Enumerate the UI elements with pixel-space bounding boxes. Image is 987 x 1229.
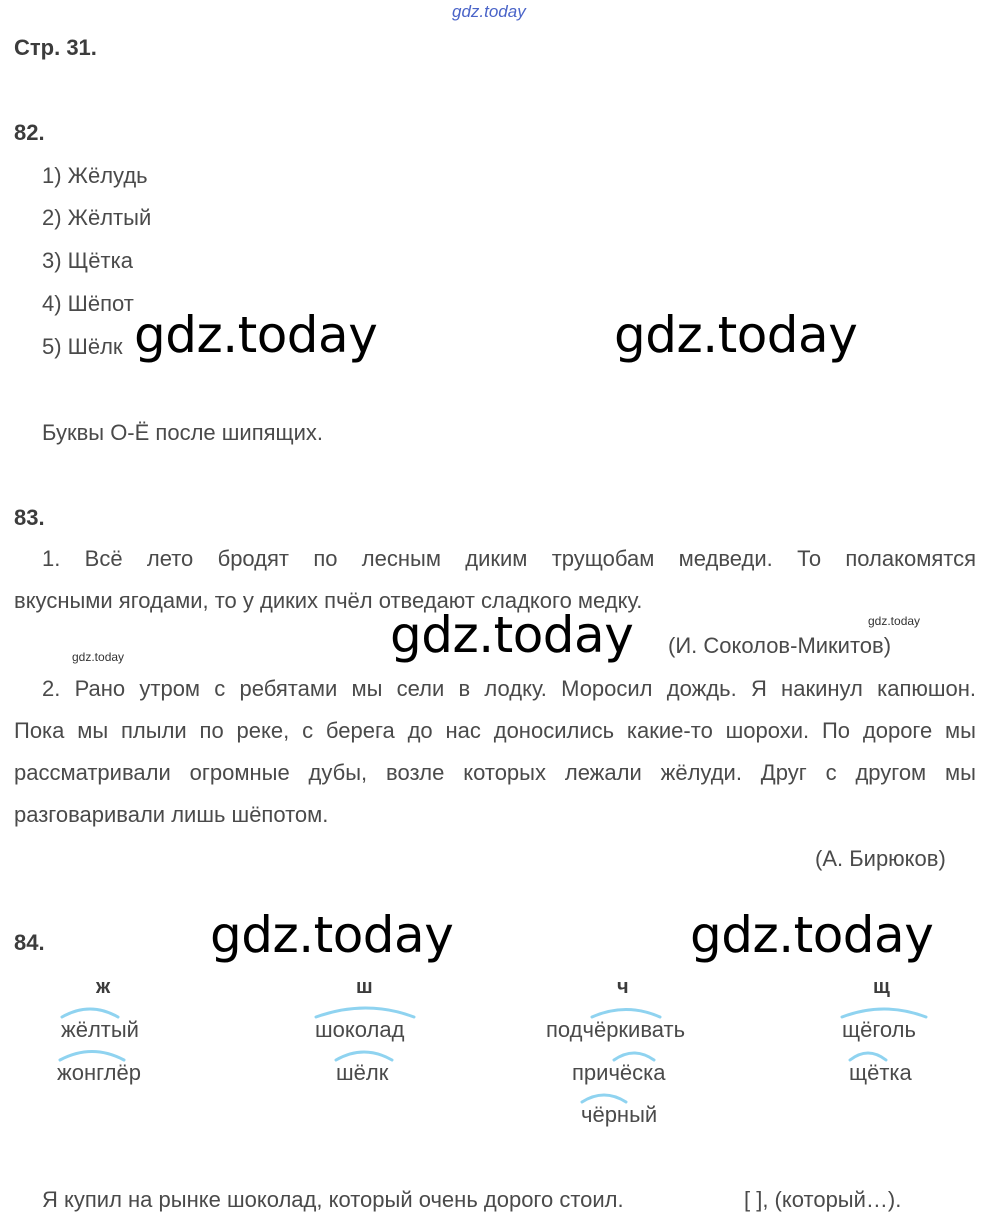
arc-zhongler — [60, 1052, 124, 1061]
watermark-top: gdz.today — [452, 2, 526, 21]
exercise-84-number: 84. — [14, 930, 45, 955]
column-letter-shch: щ — [873, 976, 890, 998]
column-letter-zh: ж — [96, 976, 111, 998]
watermark-large: gdz.today — [210, 906, 454, 964]
arc-pricheska — [614, 1053, 654, 1060]
watermark-small: gdz.today — [72, 650, 125, 664]
ex82-item-5: 5) Шёлк — [42, 334, 123, 359]
word-chernyy: чёрный — [581, 1102, 658, 1127]
page-label: Стр. 31. — [14, 35, 97, 60]
ex83-p2-line1: 2. Рано утром с ребятами мы сели в лодку. Моросил дождь. Я накинул капюшон. — [42, 676, 976, 701]
ex82-item-1: 1) Жёлудь — [42, 163, 148, 188]
exercise-82-number: 82. — [14, 120, 45, 145]
ex82-item-3: 3) Щётка — [42, 248, 133, 273]
arc-shelk — [336, 1052, 392, 1060]
watermark-large: gdz.today — [690, 906, 934, 964]
watermark-large: gdz.today — [614, 306, 858, 364]
column-letter-ch: ч — [617, 976, 629, 998]
word-zhongler: жонглёр — [57, 1060, 141, 1085]
watermark-large: gdz.today — [134, 306, 378, 364]
ex83-p2-line4: разговаривали лишь шёпотом. — [14, 802, 329, 827]
arc-podcherkivat — [592, 1010, 660, 1018]
ex84-scheme: [ ], (который…). — [744, 1187, 902, 1212]
word-shelk: шёлк — [336, 1060, 389, 1085]
word-pricheska: причёска — [572, 1060, 666, 1085]
word-shchegol: щёголь — [842, 1017, 916, 1042]
ex84-sentence: Я купил на рынке шоколад, который очень дорого стоил. — [42, 1187, 624, 1212]
ex83-p1-line2: вкусными ягодами, то у диких пчёл отведают сладкого медку. — [14, 588, 643, 613]
column-letter-sh: ш — [356, 976, 373, 998]
arc-shchegol — [842, 1009, 926, 1017]
ex82-item-4: 4) Шёпот — [42, 291, 134, 316]
arc-shokolad — [316, 1008, 414, 1017]
ex83-p1-line1: 1. Всё лето бродят по лесным диким трущобам медведи. То полакомятся — [42, 546, 976, 571]
ex83-p2-line3: рассматривали огромные дубы, возле которых лежали жёлуди. Друг с другом мы — [14, 760, 976, 785]
arc-zheltyy — [62, 1009, 118, 1017]
ex82-rule: Буквы О-Ё после шипящих. — [42, 420, 324, 445]
arc-shchetka — [850, 1053, 886, 1060]
word-zheltyy: жёлтый — [61, 1017, 139, 1042]
exercise-83-number: 83. — [14, 505, 45, 530]
word-podcherkivat: подчёркивать — [546, 1017, 686, 1042]
ex83-author-1: (И. Соколов-Микитов) — [668, 633, 892, 658]
watermark-small: gdz.today — [868, 614, 921, 628]
arc-chernyy — [582, 1095, 626, 1102]
ex82-item-2: 2) Жёлтый — [42, 205, 152, 230]
ex83-p2-line2: Пока мы плыли по реке, с берега до нас доносились какие-то шорохи. По дороге мы — [14, 718, 976, 743]
ex83-author-2: (А. Бирюков) — [815, 846, 946, 871]
word-shchetka: щётка — [849, 1060, 912, 1085]
word-shokolad: шоколад — [315, 1017, 405, 1042]
watermark-large: gdz.today — [390, 606, 634, 664]
